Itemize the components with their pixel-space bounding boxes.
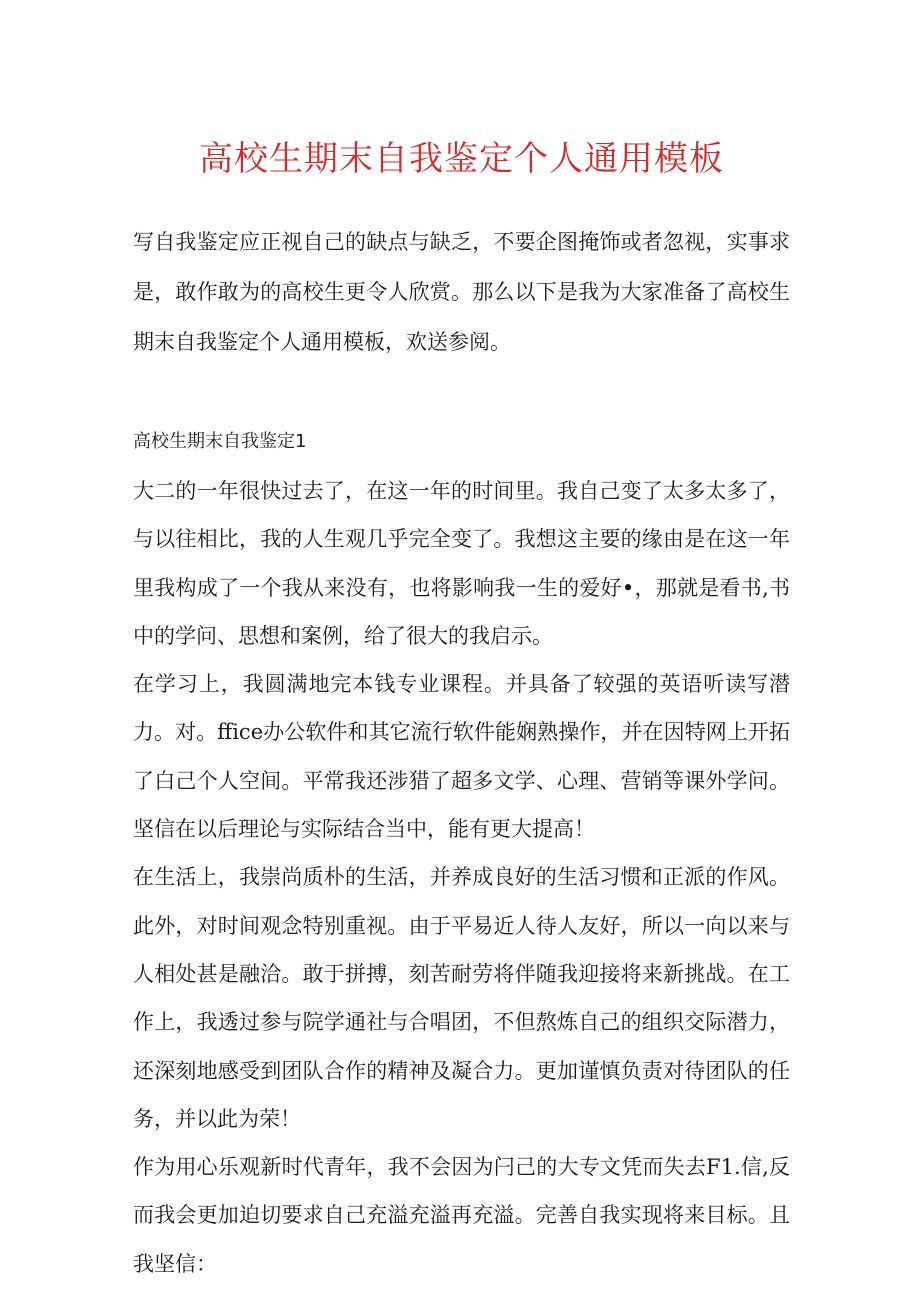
- section-heading: 高校生期末自我鉴定1: [133, 431, 307, 452]
- document-title: 高校生期末自我鉴定个人通用模板: [199, 139, 724, 179]
- intro-paragraph: 写自我鉴定应正视自己的缺点与缺乏，不要企图掩饰或者忽视，实事求是，敢作敢为的高校生更令人欣赏。那么以下是我为大家准备了高校生期末自我鉴定个人通用模板，欢送参阅。: [133, 230, 790, 354]
- body-paragraph-3: 在生活上，我崇尚质朴的生活，并养成良好的生活习惯和正派的作风。此外，对时间观念特别重视。由于平易近人待人友好，所以一向以来与人相处甚是融洽。敢于拼搏，刻苦耐劳将伴随我迎接将来新挑战。在工作上，我透过参与院学通社与合唱团，不但熬炼自己的组织交际潜力，还深刻地感受到团队合作的精神及凝合力。更加谨慎负责对待团队的任务，并以此为荣！: [133, 865, 790, 1131]
- body-paragraph-2: 在学习上，我圆满地完本钱专业课程。并具备了较强的英语听读写潜力。对。ffice办公软件和其它流行软件能娴熟操作，并在因特网上开拓了白己个人空间。平常我还涉猎了超多文学、心理、营销等课外学问。坚信在以后理论与实际结合当中，能有更大提高！: [133, 672, 790, 842]
- body-paragraph-4: 作为用心乐观新时代青年，我不会因为闩己的大专文凭而失去F1.信,反而我会更加迫切要求自己充溢充溢再充溢。完善自我实现将来目标。且我坚信：: [133, 1155, 790, 1276]
- body-paragraph-1: 大二的一年很快过去了，在这一年的时间里。我自己变了太多太多了，与以往相比，我的人生观几乎完全变了。我想这主要的缘由是在这一年里我构成了一个我从来没有，也将影响我一生的爱好•，那就是看书,书中的学问、思想和案例，给了很大的我启示。: [133, 479, 790, 648]
